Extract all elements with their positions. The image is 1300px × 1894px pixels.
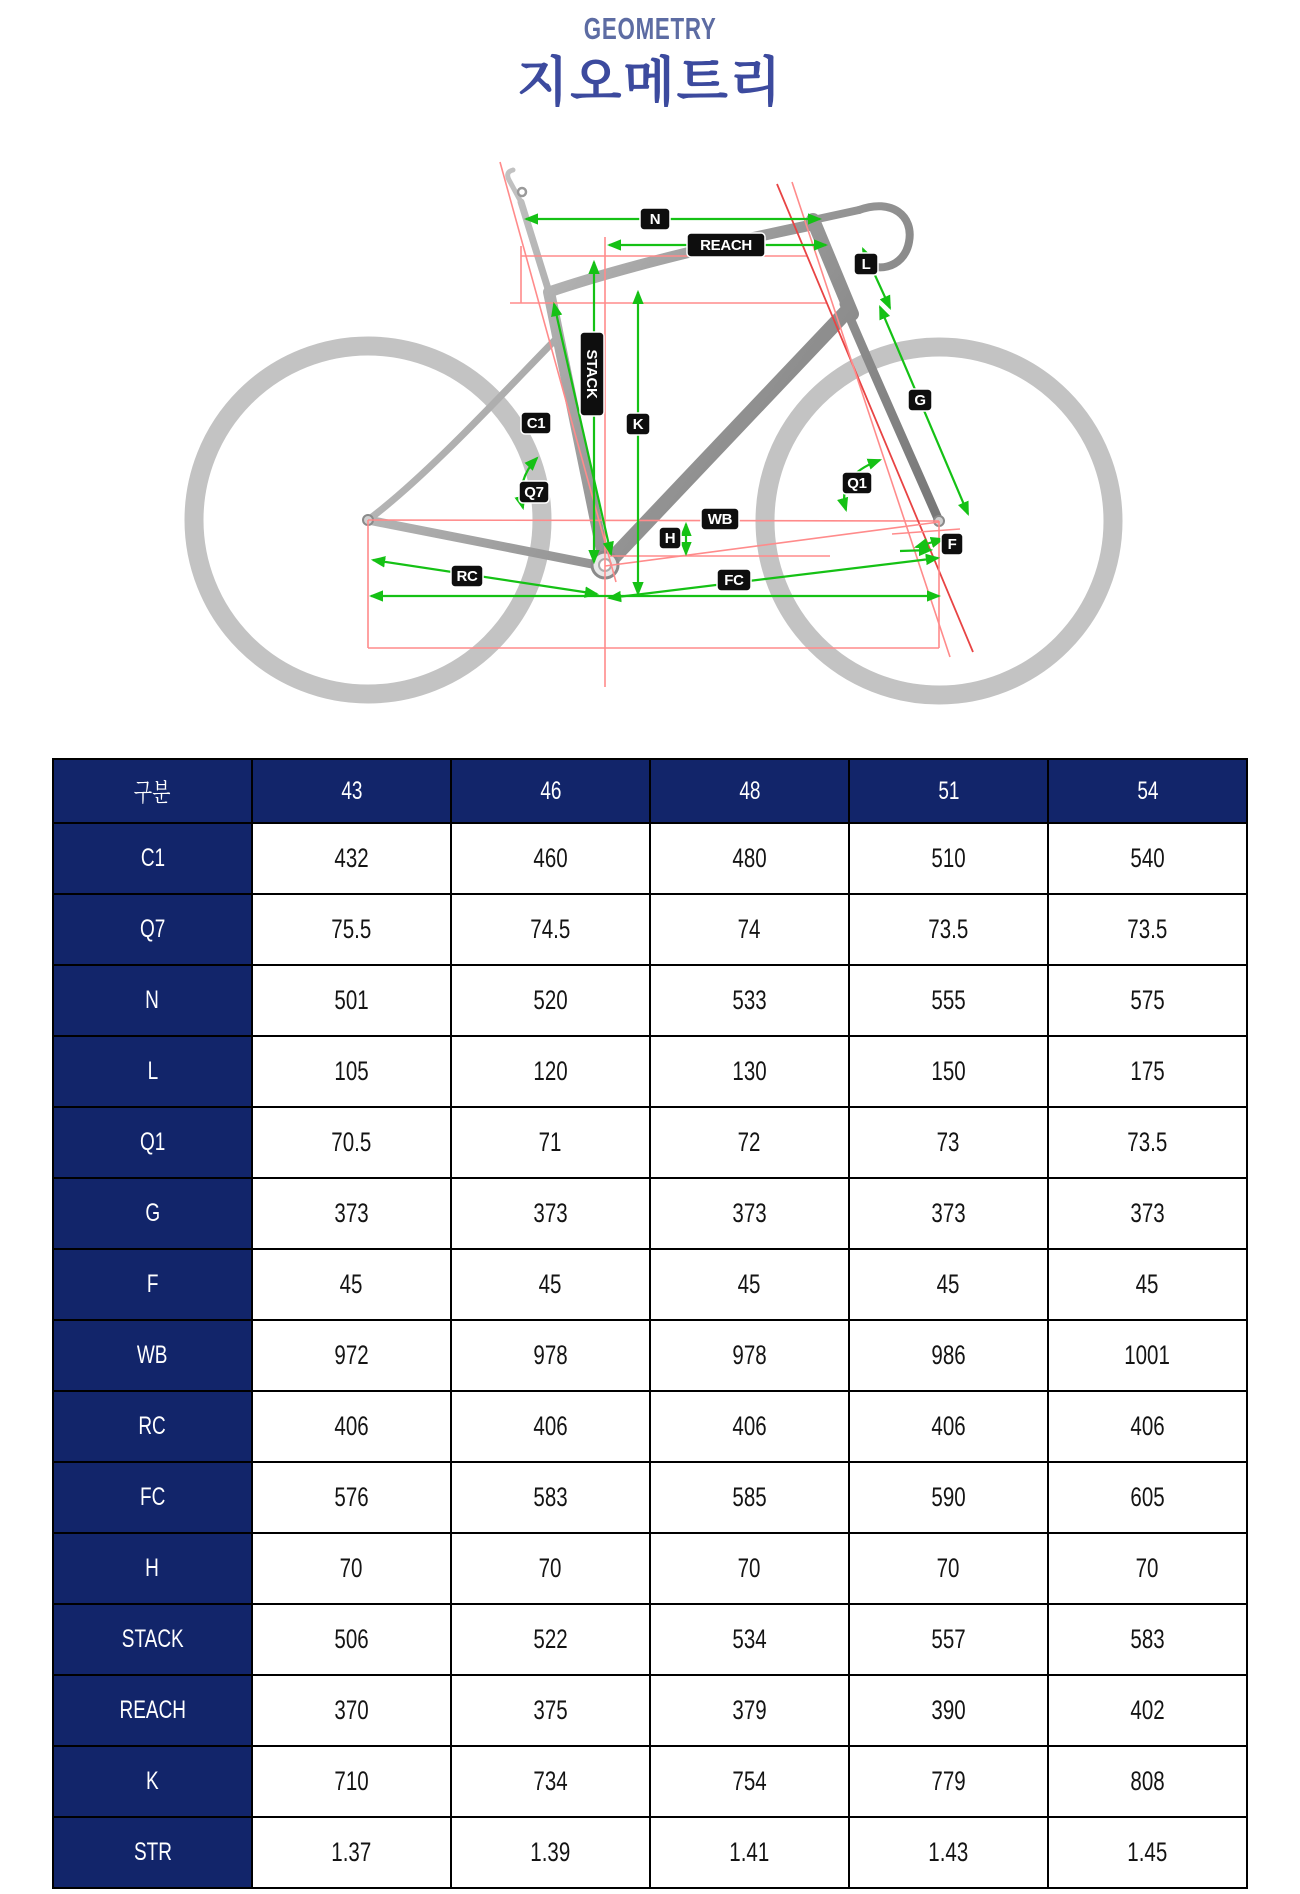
value-cell-text: 460 — [533, 843, 568, 873]
value-cell-text: 70 — [738, 1553, 761, 1583]
value-cell — [650, 1036, 849, 1107]
value-cell — [650, 1107, 849, 1178]
value-cell — [252, 1746, 451, 1817]
header-cell-text: 51 — [937, 776, 960, 805]
value-cell — [650, 894, 849, 965]
value-cell-text: 74.5 — [530, 914, 571, 944]
value-cell — [1048, 1817, 1247, 1888]
chainstay — [368, 520, 602, 566]
table-row — [53, 1533, 1247, 1604]
label-G-text: G — [914, 392, 926, 409]
value-cell-text: 45 — [340, 1269, 363, 1299]
value-cell-text: 73.5 — [1127, 1127, 1168, 1157]
value-cell — [1048, 1178, 1247, 1249]
value-cell — [650, 1533, 849, 1604]
size-column-header — [252, 759, 451, 823]
value-cell — [1048, 1249, 1247, 1320]
geometry-table-head — [53, 759, 1247, 823]
value-cell-text: 406 — [334, 1411, 369, 1441]
value-cell-text: 734 — [533, 1766, 568, 1796]
value-cell — [1048, 1320, 1247, 1391]
row-label — [53, 965, 252, 1036]
value-cell-text: 70 — [937, 1553, 960, 1583]
row-label — [53, 1746, 252, 1817]
value-cell — [252, 1462, 451, 1533]
value-cell — [650, 1462, 849, 1533]
table-row — [53, 823, 1247, 894]
value-cell — [650, 965, 849, 1036]
value-cell — [451, 823, 650, 894]
label-FC — [717, 569, 751, 591]
value-cell-text: 45 — [937, 1269, 960, 1299]
value-cell — [650, 1746, 849, 1817]
dim-F-pointer — [900, 550, 931, 551]
value-cell — [849, 1107, 1048, 1178]
row-label — [53, 1036, 252, 1107]
row-label-text: H — [145, 1554, 160, 1582]
row-label-text: WB — [137, 1341, 168, 1369]
header-cell-text: 54 — [1136, 776, 1159, 805]
value-cell-text: 370 — [334, 1695, 369, 1725]
value-cell — [1048, 1533, 1247, 1604]
table-row — [53, 1320, 1247, 1391]
row-label-text: N — [145, 986, 160, 1014]
size-column-header — [650, 759, 849, 823]
header-cell-text: 48 — [738, 776, 761, 805]
table-row — [53, 1746, 1247, 1817]
value-cell-text: 74 — [738, 914, 761, 944]
value-cell-text: 522 — [533, 1624, 568, 1654]
value-cell-text: 130 — [732, 1056, 767, 1086]
value-cell-text: 540 — [1130, 843, 1165, 873]
value-cell — [252, 1036, 451, 1107]
row-label — [53, 1462, 252, 1533]
value-cell — [1048, 1462, 1247, 1533]
value-cell-text: 1001 — [1124, 1340, 1171, 1370]
row-label — [53, 1320, 252, 1391]
value-cell — [252, 823, 451, 894]
value-cell — [451, 894, 650, 965]
row-label — [53, 1391, 252, 1462]
table-row — [53, 1107, 1247, 1178]
value-cell — [849, 1249, 1048, 1320]
label-G — [908, 389, 932, 411]
value-cell — [451, 1320, 650, 1391]
label-L — [854, 253, 878, 275]
label-Q7-text: Q7 — [524, 484, 544, 501]
row-label-text: C1 — [140, 844, 165, 872]
page-title-en — [0, 12, 1300, 46]
value-cell-text: 70 — [1136, 1553, 1159, 1583]
value-cell — [650, 1178, 849, 1249]
construction-lines — [368, 162, 973, 687]
row-label — [53, 1249, 252, 1320]
value-cell-text: 373 — [533, 1198, 568, 1228]
value-cell-text: 520 — [533, 985, 568, 1015]
label-Q1-text: Q1 — [847, 475, 867, 492]
value-cell-text: 808 — [1130, 1766, 1165, 1796]
value-cell-text: 480 — [732, 843, 767, 873]
value-cell — [1048, 1604, 1247, 1675]
value-cell-text: 45 — [539, 1269, 562, 1299]
row-label — [53, 1533, 252, 1604]
label-STACK — [580, 332, 604, 416]
label-H — [659, 527, 681, 549]
value-cell-text: 576 — [334, 1482, 369, 1512]
value-cell-text: 45 — [738, 1269, 761, 1299]
value-cell — [451, 1462, 650, 1533]
table-row — [53, 1675, 1247, 1746]
top-tube — [549, 224, 816, 292]
label-RC — [451, 565, 483, 587]
row-label — [53, 1604, 252, 1675]
value-cell — [451, 1675, 650, 1746]
row-label-text: STACK — [121, 1625, 184, 1653]
value-cell-text: 375 — [533, 1695, 568, 1725]
size-column-header — [849, 759, 1048, 823]
value-cell — [849, 1178, 1048, 1249]
page-header — [0, 0, 1300, 112]
value-cell — [1048, 1036, 1247, 1107]
value-cell-text: 150 — [931, 1056, 966, 1086]
value-cell — [252, 1391, 451, 1462]
value-cell-text: 754 — [732, 1766, 767, 1796]
value-cell — [849, 1817, 1048, 1888]
value-cell-text: 175 — [1130, 1056, 1165, 1086]
value-cell-text: 406 — [931, 1411, 966, 1441]
value-cell — [252, 965, 451, 1036]
table-row — [53, 1178, 1247, 1249]
value-cell — [1048, 1107, 1247, 1178]
value-cell-text: 71 — [539, 1127, 562, 1157]
value-cell — [451, 1746, 650, 1817]
header-cell-text: 46 — [539, 776, 562, 805]
label-WB — [701, 508, 739, 530]
value-cell — [849, 965, 1048, 1036]
row-label — [53, 894, 252, 965]
value-cell-text: 583 — [533, 1482, 568, 1512]
row-label-text: STR — [133, 1838, 172, 1866]
table-row — [53, 1604, 1247, 1675]
value-cell — [650, 1249, 849, 1320]
value-cell-text: 972 — [334, 1340, 369, 1370]
value-cell — [849, 1462, 1048, 1533]
value-cell — [849, 1604, 1048, 1675]
value-cell-text: 555 — [931, 985, 966, 1015]
value-cell-text: 585 — [732, 1482, 767, 1512]
value-cell — [1048, 1746, 1247, 1817]
label-H-text: H — [664, 530, 676, 547]
table-row — [53, 965, 1247, 1036]
value-cell — [650, 1817, 849, 1888]
value-cell — [650, 1604, 849, 1675]
row-label-text: Q1 — [139, 1128, 166, 1156]
dim-RC — [373, 560, 597, 594]
head-tube — [813, 220, 852, 314]
value-cell — [451, 1533, 650, 1604]
value-cell — [451, 1604, 650, 1675]
page-title-ko: 지오메트리 — [517, 53, 783, 112]
label-K-text: K — [632, 416, 644, 433]
row-label — [53, 1817, 252, 1888]
value-cell — [252, 894, 451, 965]
size-column-header — [1048, 759, 1247, 823]
label-STACK-text: STACK — [583, 349, 600, 399]
row-label-text: G — [145, 1199, 160, 1227]
bike-geometry-diagram — [0, 142, 1300, 714]
value-cell-text: 70 — [539, 1553, 562, 1583]
value-cell — [451, 1178, 650, 1249]
table-row — [53, 1462, 1247, 1533]
value-cell — [252, 1249, 451, 1320]
table-row — [53, 894, 1247, 965]
value-cell-text: 1.41 — [729, 1837, 770, 1867]
value-cell — [1048, 1675, 1247, 1746]
value-cell-text: 978 — [732, 1340, 767, 1370]
value-cell-text: 373 — [931, 1198, 966, 1228]
value-cell-text: 575 — [1130, 985, 1165, 1015]
row-label — [53, 1107, 252, 1178]
value-cell-text: 390 — [931, 1695, 966, 1725]
corner-header — [53, 759, 252, 823]
label-N-text: N — [649, 211, 661, 228]
value-cell-text: 533 — [732, 985, 767, 1015]
value-cell-text: 373 — [334, 1198, 369, 1228]
value-cell-text: 1.37 — [331, 1837, 372, 1867]
header-cell-text: 43 — [340, 776, 363, 805]
label-K — [626, 413, 650, 435]
value-cell — [849, 1391, 1048, 1462]
geometry-table — [52, 758, 1248, 1889]
page-title-en-text: GEOMETRY — [583, 11, 717, 46]
value-cell-text: 105 — [334, 1056, 369, 1086]
row-label — [53, 823, 252, 894]
value-cell — [849, 1320, 1048, 1391]
row-label-text: L — [147, 1057, 158, 1085]
value-cell-text: 1.39 — [530, 1837, 571, 1867]
value-cell-text: 75.5 — [331, 914, 372, 944]
table-row — [53, 1036, 1247, 1107]
table-row — [53, 1817, 1247, 1888]
value-cell-text: 710 — [334, 1766, 369, 1796]
label-N — [640, 208, 670, 230]
value-cell-text: 373 — [732, 1198, 767, 1228]
value-cell-text: 406 — [1130, 1411, 1165, 1441]
row-label-text: Q7 — [139, 915, 166, 943]
value-cell-text: 506 — [334, 1624, 369, 1654]
header-cell-text: 구분 — [134, 779, 171, 807]
value-cell-text: 583 — [1130, 1624, 1165, 1654]
value-cell-text: 379 — [732, 1695, 767, 1725]
value-cell-text: 590 — [931, 1482, 966, 1512]
value-cell — [451, 1391, 650, 1462]
value-cell-text: 45 — [1136, 1269, 1159, 1299]
size-column-header — [451, 759, 650, 823]
value-cell — [1048, 823, 1247, 894]
label-F-text: F — [947, 536, 957, 553]
row-label-text: K — [146, 1767, 159, 1795]
value-cell — [650, 823, 849, 894]
value-cell — [1048, 894, 1247, 965]
value-cell — [451, 1036, 650, 1107]
value-cell-text: 534 — [732, 1624, 767, 1654]
value-cell-text: 501 — [334, 985, 369, 1015]
value-cell-text: 70 — [340, 1553, 363, 1583]
value-cell-text: 986 — [931, 1340, 966, 1370]
bike-geometry-svg — [130, 142, 1170, 714]
value-cell-text: 1.45 — [1127, 1837, 1168, 1867]
value-cell-text: 1.43 — [928, 1837, 969, 1867]
value-cell — [849, 823, 1048, 894]
label-REACH-text: REACH — [700, 237, 752, 254]
value-cell — [650, 1675, 849, 1746]
value-cell — [650, 1320, 849, 1391]
row-label-text: FC — [139, 1483, 166, 1511]
value-cell-text: 402 — [1130, 1695, 1165, 1725]
value-cell-text: 605 — [1130, 1482, 1165, 1512]
value-cell — [650, 1391, 849, 1462]
value-cell-text: 73 — [937, 1127, 960, 1157]
value-cell — [451, 1817, 650, 1888]
label-Q1 — [842, 472, 872, 494]
row-label — [53, 1178, 252, 1249]
value-cell — [451, 1249, 650, 1320]
value-cell-text: 406 — [732, 1411, 767, 1441]
value-cell — [451, 1107, 650, 1178]
value-cell — [252, 1817, 451, 1888]
value-cell — [252, 1604, 451, 1675]
value-cell — [849, 894, 1048, 965]
value-cell-text: 779 — [931, 1766, 966, 1796]
value-cell — [252, 1178, 451, 1249]
table-row — [53, 1249, 1247, 1320]
value-cell-text: 510 — [931, 843, 966, 873]
value-cell — [849, 1675, 1048, 1746]
row-label-text: REACH — [119, 1696, 186, 1724]
label-REACH — [687, 233, 765, 257]
label-C1 — [521, 412, 551, 434]
label-FC-text: FC — [724, 572, 744, 589]
row-label — [53, 1675, 252, 1746]
geometry-table-body — [53, 823, 1247, 1888]
value-cell-text: 120 — [533, 1056, 568, 1086]
value-cell — [1048, 965, 1247, 1036]
value-cell — [252, 1320, 451, 1391]
label-RC-text: RC — [456, 568, 478, 585]
value-cell — [849, 1036, 1048, 1107]
value-cell-text: 406 — [533, 1411, 568, 1441]
value-cell — [849, 1746, 1048, 1817]
geometry-table-header-row — [53, 759, 1247, 823]
value-cell-text: 978 — [533, 1340, 568, 1370]
value-cell-text: 73.5 — [928, 914, 969, 944]
label-Q7 — [519, 481, 549, 503]
value-cell — [252, 1107, 451, 1178]
label-L-text: L — [861, 256, 871, 273]
value-cell — [849, 1533, 1048, 1604]
value-cell-text: 432 — [334, 843, 369, 873]
value-cell-text: 73.5 — [1127, 914, 1168, 944]
label-F — [941, 533, 963, 555]
value-cell — [1048, 1391, 1247, 1462]
value-cell — [451, 965, 650, 1036]
value-cell-text: 373 — [1130, 1198, 1165, 1228]
row-label-text: RC — [138, 1412, 167, 1440]
value-cell-text: 70.5 — [331, 1127, 372, 1157]
value-cell — [252, 1675, 451, 1746]
saddle-clamp-hole — [518, 188, 526, 196]
value-cell-text: 72 — [738, 1127, 761, 1157]
label-WB-text: WB — [707, 511, 733, 528]
seatpost — [521, 202, 549, 292]
label-C1-text: C1 — [526, 415, 546, 432]
value-cell — [252, 1533, 451, 1604]
value-cell-text: 557 — [931, 1624, 966, 1654]
table-row — [53, 1391, 1247, 1462]
row-label-text: F — [146, 1270, 159, 1298]
